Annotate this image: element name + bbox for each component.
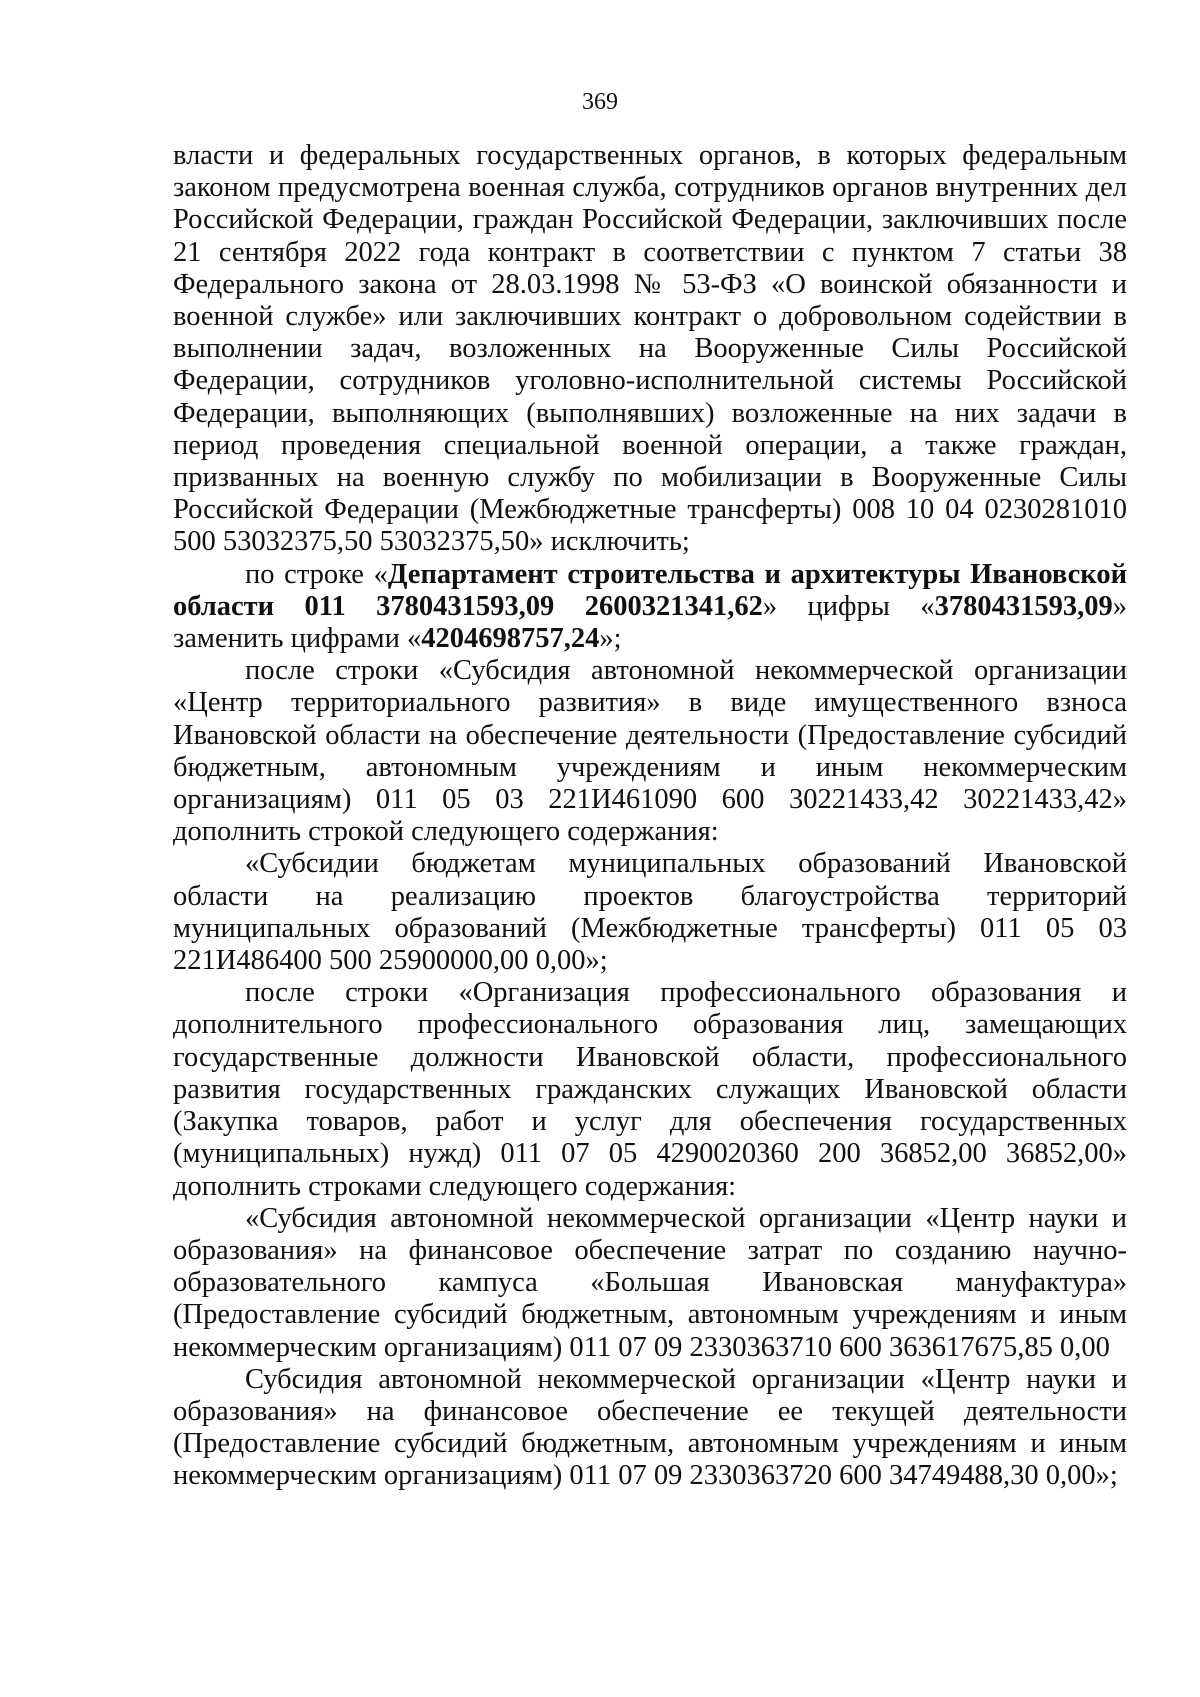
paragraph-6: «Субсидия автономной некоммерческой организации «Центр науки и образования» на финансовое обеспечение затрат по созданию научно-образовательного кампуса «Большая Ивановская мануфактура» (Предоставление субсидий бюджетным, автономным учреждениям и иным некоммерческим организациям) 011 07 09 2330363710 600 363617675,85 0,00 [173,1202,1127,1363]
paragraph-2-text-3: » заменить цифрами « [173,590,1127,655]
document-body [173,140,1127,1493]
paragraph-5: после строки «Организация профессионального образования и дополнительного профессионального образования лиц, замещающих государственные должности Ивановской области, профессионального развития государственных гражданских служащих Ивановской области (Закупка товаров, работ и услуг для обеспечения государственных (муниципальных) нужд) 011 07 05 4290020360 200 36852,00 36852,00» дополнить строками следующего содержания: [173,977,1127,1202]
paragraph-2-bold-3: 4204698757,24 [421,623,600,655]
paragraph-2-bold-1: Департамент строительства и архитектуры Ивановской области 011 3780431593,09 2600321341,62 [173,558,1127,622]
paragraph-2-bold-2: 3780431593,09 [934,590,1113,622]
paragraph-7: Субсидия автономной некоммерческой организации «Центр науки и образования» на финансовое обеспечение ее текущей деятельности (Предоставление субсидий бюджетным, автономным учреждениям и иным некоммерческим организациям) 011 07 09 2330363720 600 34749488,30 0,00»; [173,1363,1127,1492]
paragraph-4: «Субсидии бюджетам муниципальных образований Ивановской области на реализацию проектов благоустройства территорий муниципальных образований (Межбюджетные трансферты) 011 05 03 221И486400 500 25900000,00 0,00»; [173,848,1127,977]
paragraph-2-text-2: » цифры « [762,590,935,622]
paragraph-1: власти и федеральных государственных органов, в которых федеральным законом предусмотрена военная служба, сотрудников органов внутренних дел Российской Федерации, граждан Российской Федерации, заключивших после 21 сентября 2022 года контракт в соответствии с пунктом 7 статьи 38 Федерального закона от 28.03.1998 № 53-ФЗ «О воинской обязанности и военной службе» или заключивших контракт о добровольном содействии в выполнении задач, возложенных на Вооруженные Силы Российской Федерации, сотрудников уголовно-исполнительной системы Российской Федерации, выполняющих (выполнявших) возложенные на них задачи в период проведения специальной военной операции, а также граждан, призванных на военную службу по мобилизации в Вооруженные Силы Российской Федерации (Межбюджетные трансферты) 008 10 04 0230281010 500 53032375,50 53032375,50» исключить; [173,140,1127,558]
paragraph-2-text-4: »; [599,623,622,655]
paragraph-3: после строки «Субсидия автономной некоммерческой организации «Центр территориального развития» в виде имущественного взноса Ивановской области на обеспечение деятельности (Предоставление субсидий бюджетным, автономным учреждениям и иным некоммерческим организациям) 011 05 03 221И461090 600 30221433,42 30221433,42» дополнить строкой следующего содержания: [173,655,1127,848]
paragraph-2-text-1: по строке « [245,558,388,590]
page-number: 369 [582,89,618,115]
paragraph-2 [173,559,1127,656]
